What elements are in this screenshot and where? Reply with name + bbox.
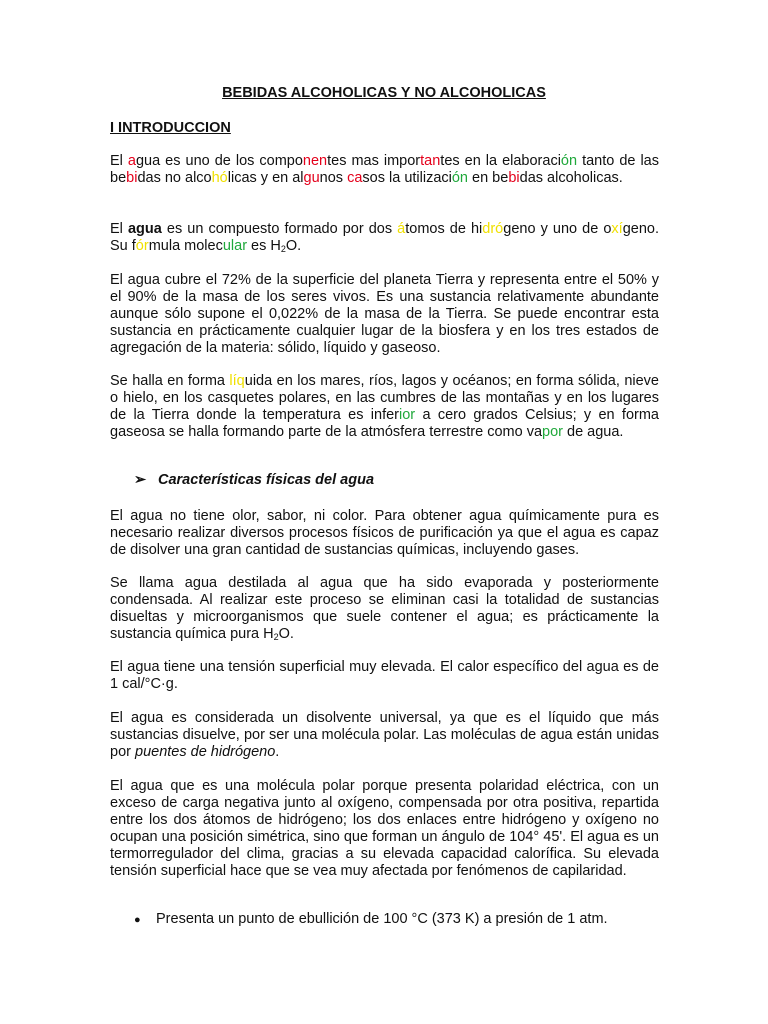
text-run: ón — [560, 153, 578, 169]
text-run: . — [275, 744, 280, 760]
text-run: ca — [347, 170, 363, 186]
bullet-text: Presenta un punto de ebullición de 100 °C (373 K) a presión de 1 atm. — [156, 911, 608, 927]
text-run: hó — [211, 170, 228, 186]
text-run: El — [110, 221, 128, 237]
arrow-bullet-icon: ➢ — [134, 472, 147, 488]
text-run: a — [127, 153, 136, 169]
text-run: licas y en al — [227, 170, 304, 186]
text-run: es H — [247, 238, 281, 254]
text-run: Se halla en forma — [110, 373, 230, 389]
text-run: sos la utilizaci — [362, 170, 452, 186]
subheading-text: Características físicas del agua — [158, 472, 375, 488]
intro-paragraph-1 — [110, 153, 659, 187]
text-run: tan — [420, 153, 441, 169]
text-run: nen — [302, 153, 328, 169]
text-run: ular — [222, 238, 248, 254]
text-run: puentes de hidrógeno — [135, 744, 276, 760]
document-title: BEBIDAS ALCOHOLICAS Y NO ALCOHOLICAS — [222, 85, 546, 101]
text-run: dró — [482, 221, 504, 237]
bullet-dot-icon: ● — [134, 914, 141, 926]
text-run: nos — [319, 170, 348, 186]
text-run: tanto de las be — [110, 153, 659, 186]
text-run: bi — [126, 170, 138, 186]
text-run: O. — [285, 238, 302, 254]
text-run: mula molec — [148, 238, 223, 254]
text-run: gu — [303, 170, 320, 186]
text-run: agua — [127, 221, 162, 237]
text-run: bi — [508, 170, 520, 186]
text-run: por — [542, 424, 563, 440]
physical-paragraph-2 — [110, 575, 659, 643]
text-run: das no alco — [137, 170, 212, 186]
physical-paragraph-1: El agua no tiene olor, sabor, ni color. Para obtener agua químicamente pura es necesario realizar diversos procesos físicos de purificación ya que el agua es capaz de disolver una gran cantidad de sustancias químicas, incluyendo gases. — [110, 508, 659, 558]
text-run: geno y uno de o — [503, 221, 612, 237]
bullet-list-item — [134, 911, 608, 929]
text-run: das alcoholicas. — [519, 170, 623, 186]
text-run: es un compuesto formado por dos — [161, 221, 398, 237]
text-run: O. — [278, 626, 294, 642]
text-run: tes mas impor — [327, 153, 421, 169]
text-run: ior — [399, 407, 416, 423]
text-run: a cero grados Celsius; y en forma gaseosa se halla formando parte de la atmósfera terrestre como va — [110, 407, 659, 440]
text-run: El agua es considerada un disolvente universal, ya que es el líquido que más sustancias disuelve, por ser una molécula polar. Las moléculas de agua están unidas por — [110, 710, 659, 760]
text-run: gua es uno de los compo — [135, 153, 303, 169]
text-run: xí — [611, 221, 623, 237]
text-run: en be — [468, 170, 509, 186]
intro-paragraph-2 — [110, 221, 659, 255]
intro-paragraph-4 — [110, 373, 659, 441]
text-run: tes en la elaboraci — [440, 153, 561, 169]
text-run: 2 — [280, 244, 286, 254]
physical-paragraph-3: El agua tiene una tensión superficial muy elevada. El calor específico del agua es de 1 cal/°C·g. — [110, 659, 659, 692]
text-run: 2 — [273, 632, 279, 642]
subheading-caracteristicas — [134, 472, 374, 488]
physical-paragraph-5: El agua que es una molécula polar porque presenta polaridad eléctrica, con un exceso de carga negativa junto al oxígeno, compensada por otra positiva, repartida entre los dos átomos de hidrógeno; los dos enlaces entre hidrógeno y oxígeno no ocupan una posición simétrica, sino que forman un ángulo de 104° 45'. El agua es un termorregulador del clima, gracias a su elevada capacidad calorífica. Su elevada tensión superficial hace que se vea muy afectada por fenómenos de capilaridad. — [110, 778, 659, 879]
text-run: uida en los mares, ríos, lagos y océanos; en forma sólida, nieve o hielo, en los casquetes polares, en las cumbres de las montañas y en los lugares de la Tierra donde la temperatura es infer — [110, 373, 659, 423]
text-run: ór — [135, 238, 149, 254]
text-run: de agua. — [562, 424, 624, 440]
text-run: ón — [451, 170, 468, 186]
text-run: á — [397, 221, 406, 237]
section-heading-introduccion: I INTRODUCCION — [110, 120, 231, 136]
intro-paragraph-3: El agua cubre el 72% de la superficie del planeta Tierra y representa entre el 50% y el 90% de la masa de los seres vivos. Es una sustancia relativamente abundante aunque sólo supone el 0,022% de la masa de la Tierra. Se puede encontrar esta sustancia en prácticamente cualquier lugar de la biosfera y en los tres estados de agregación de la materia: sólido, líquido y gaseoso. — [110, 272, 659, 356]
text-run: geno. Su f — [110, 221, 659, 254]
text-run: Se llama agua destilada al agua que ha sido evaporada y posteriormente condensada. Al realizar este proceso se eliminan casi la totalidad de sustancias disueltas y microorganismos que suele contener el agua; es prácticamente la sustancia química pura H — [110, 575, 659, 642]
text-run: El — [110, 153, 128, 169]
text-run: líq — [229, 373, 245, 389]
text-run: tomos de hi — [405, 221, 483, 237]
physical-paragraph-4 — [110, 710, 659, 761]
